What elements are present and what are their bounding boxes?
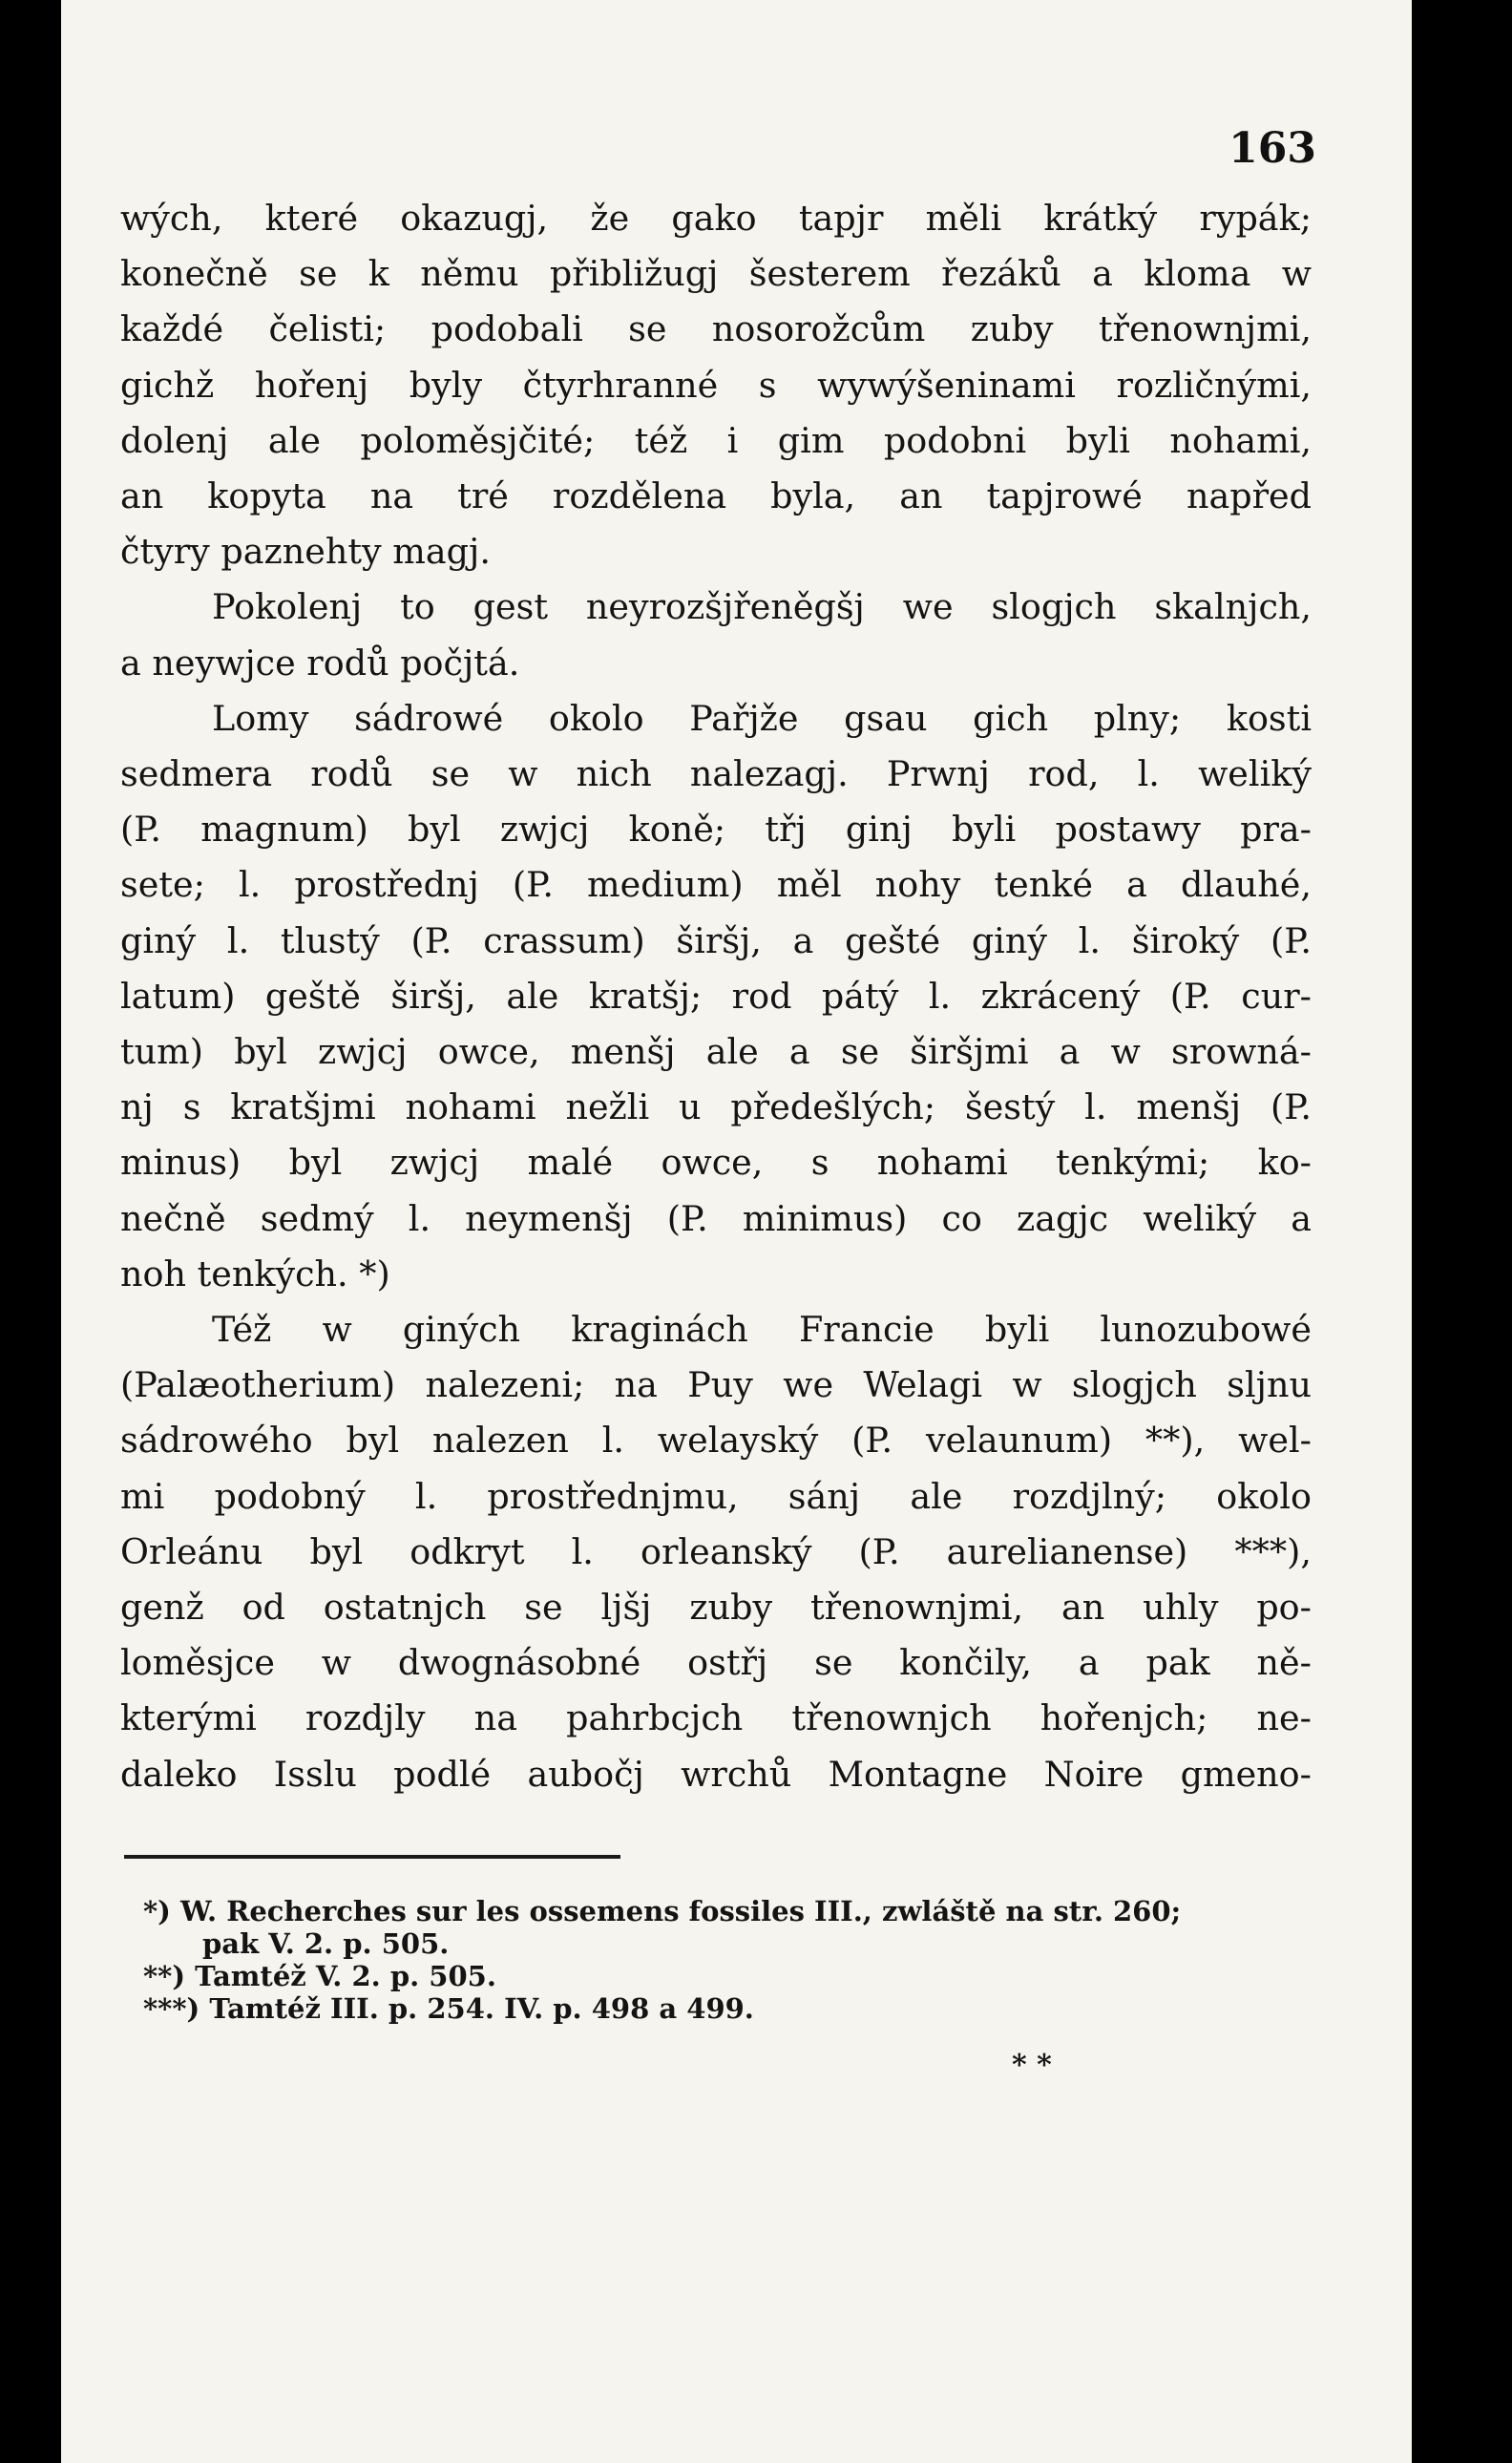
- text-line: (P. magnum) byl zwjcj koně; třj ginj byli postawy pra-: [120, 809, 1312, 851]
- text-line: kterými rozdjly na pahrbcjch třenownjch hořenjch; ne-: [120, 1697, 1312, 1739]
- text-line: čtyry paznehty magj.: [120, 531, 491, 573]
- text-line: sete; l. prostřednj (P. medium) měl nohy tenké a dlauhé,: [120, 864, 1312, 906]
- footnote-line: pak V. 2. p. 505.: [202, 1927, 450, 1960]
- footnote-line: *) W. Recherches sur les ossemens fossiles III., zwláště na str. 260;: [143, 1895, 1182, 1927]
- signature-mark: * *: [1012, 2049, 1052, 2082]
- text-line: sedmera rodů se w nich nalezagj. Prwnj rod, l. weliký: [120, 753, 1312, 795]
- body-text: [120, 191, 1312, 1802]
- text-line: každé čelisti; podobali se nosorožcům zuby třenownjmi,: [120, 308, 1312, 350]
- text-line: Orleánu byl odkryt l. orleanský (P. aurelianense) ***),: [120, 1530, 1312, 1572]
- footnote-separator: [124, 1855, 620, 1859]
- text-line: wých, které okazugj, že gako tapjr měli krátký rypák;: [120, 198, 1312, 239]
- footnote-line: ***) Tamtéž III. p. 254. IV. p. 498 a 499.: [143, 1992, 754, 2025]
- text-line: loměsjce w dwognásobné ostřj se končily, a pak ně-: [120, 1642, 1312, 1684]
- text-line: Též w giných kraginách Francie byli lunozubowé: [212, 1309, 1312, 1351]
- book-page: [61, 0, 1412, 2463]
- text-line: genž od ostatnjch se ljšj zuby třenownjmi, an uhly po-: [120, 1587, 1312, 1629]
- text-line: Pokolenj to gest neyrozšjřeněgšj we slogjch skalnjch,: [212, 586, 1312, 628]
- text-line: an kopyta na tré rozdělena byla, an tapjrowé napřed: [120, 475, 1312, 517]
- text-line: Lomy sádrowé okolo Pařjže gsau gich plny; kosti: [212, 697, 1312, 739]
- text-line: latum) geště širšj, ale kratšj; rod pátý l. zkrácený (P. cur-: [120, 975, 1312, 1017]
- page-number: 163: [1228, 124, 1316, 173]
- footnotes: [143, 1895, 1336, 2025]
- text-line: nečně sedmý l. neymenšj (P. minimus) co zagjc weliký a: [120, 1197, 1312, 1239]
- text-line: dolenj ale poloměsjčité; též i gim podobni byli nohami,: [120, 419, 1312, 461]
- text-line: tum) byl zwjcj owce, menšj ale a se širšjmi a w srowná-: [120, 1031, 1312, 1073]
- text-line: konečně se k němu přibližugj šesterem řezáků a kloma w: [120, 253, 1312, 295]
- text-line: mi podobný l. prostřednjmu, sánj ale rozdjlný; okolo: [120, 1475, 1312, 1517]
- text-line: daleko Isslu podlé aubočj wrchů Montagne Noire gmeno-: [120, 1753, 1312, 1795]
- text-line: nj s kratšjmi nohami nežli u předešlých; šestý l. menšj (P.: [120, 1086, 1312, 1128]
- text-line: sádrowého byl nalezen l. welayský (P. velaunum) **), wel-: [120, 1420, 1312, 1462]
- text-line: (Palæotherium) nalezeni; na Puy we Welagi w slogjch slјnu: [120, 1364, 1312, 1406]
- text-line: noh tenkých. *): [120, 1253, 390, 1295]
- text-line: gichž hořenj byly čtyrhranné s wywýšeninami rozličnými,: [120, 364, 1312, 406]
- text-line: minus) byl zwjcj malé owce, s nohami tenkými; ko-: [120, 1142, 1312, 1184]
- footnote-line: **) Tamtéž V. 2. p. 505.: [143, 1960, 496, 1992]
- text-line: a neywjce rodů počjtá.: [120, 642, 520, 684]
- text-line: giný l. tlustý (P. crassum) širšj, a gešté giný l. široký (P.: [120, 919, 1312, 961]
